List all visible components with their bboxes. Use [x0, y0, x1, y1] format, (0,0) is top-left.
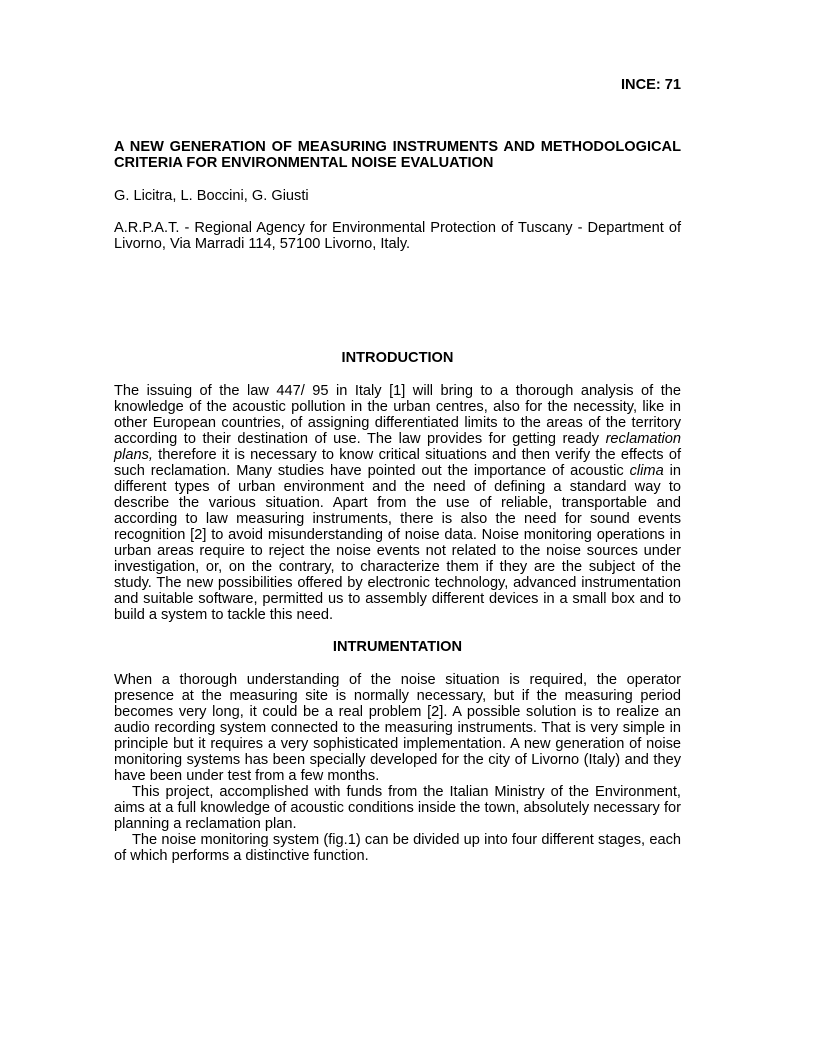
instrumentation-paragraph-1: When a thorough understanding of the noise situation is required, the operator presence at the measuring site is normally necessary, but if the measuring period becomes very long, it could be a real problem [2]. A possible solution is to realize an audio recording system connected to the measuring instruments. That is very simple in principle but it requires a very sophisticated implementation. A new generation of noise monitoring systems has been specially developed for the city of Livorno (Italy) and they have been under test from a few months.	[114, 672, 681, 784]
introduction-heading: INTRODUCTION	[341, 350, 454, 366]
intro-italic-reclamation: reclamation plans,	[114, 431, 681, 463]
paper-title: A NEW GENERATION OF MEASURING INSTRUMENTS AND METHODOLOGICAL CRITERIA FOR ENVIRONMENTAL NOISE EVALUATION	[114, 139, 681, 171]
paper-page	[114, 0, 681, 864]
conference-reference: INCE: 71	[620, 77, 681, 93]
intro-italic-clima: clima	[629, 463, 664, 479]
intro-text-c: in different types of urban environment and the need of defining a standard way to describe the various situation. Apart from the use of reliable, transportable and according to law measuring instruments, there is also the need for sound events recognition [2] to avoid misunderstanding of noise data. Noise monitoring operations in urban areas require to reject the noise events not related to the noise sources under investigation, or, on the contrary, to characterize them if they are the subject of the study. The new possibilities offered by electronic technology, advanced instrumentation and suitable software, permitted us to assembly different devices in a small box and to build a system to tackle this need.	[114, 463, 681, 623]
paper-affiliation: A.R.P.A.T. - Regional Agency for Environmental Protection of Tuscany - Department of Livorno, Via Marradi 114, 57100 Livorno, Italy.	[114, 220, 681, 252]
intro-text-b: therefore it is necessary to know critical situations and then verify the effects of such reclamation. Many studies have pointed out the importance of acoustic	[114, 447, 681, 479]
paper-authors: G. Licitra, L. Boccini, G. Giusti	[114, 188, 309, 204]
introduction-paragraph	[114, 383, 681, 623]
instrumentation-paragraph-2: This project, accomplished with funds from the Italian Ministry of the Environment, aims at a full knowledge of acoustic conditions inside the town, absolutely necessary for planning a reclamation plan.	[114, 784, 681, 832]
intro-text-a: The issuing of the law 447/ 95 in Italy [1] will bring to a thorough analysis of the knowledge of the acoustic pollution in the urban centres, also for the necessity, like in other European countries, of assigning differentiated limits to the areas of the territory according to their destination of use. The law provides for getting ready	[114, 383, 681, 447]
instrumentation-paragraph-3: The noise monitoring system (fig.1) can be divided up into four different stages, each of which performs a distinctive function.	[114, 832, 681, 864]
instrumentation-heading: INTRUMENTATION	[332, 639, 463, 655]
